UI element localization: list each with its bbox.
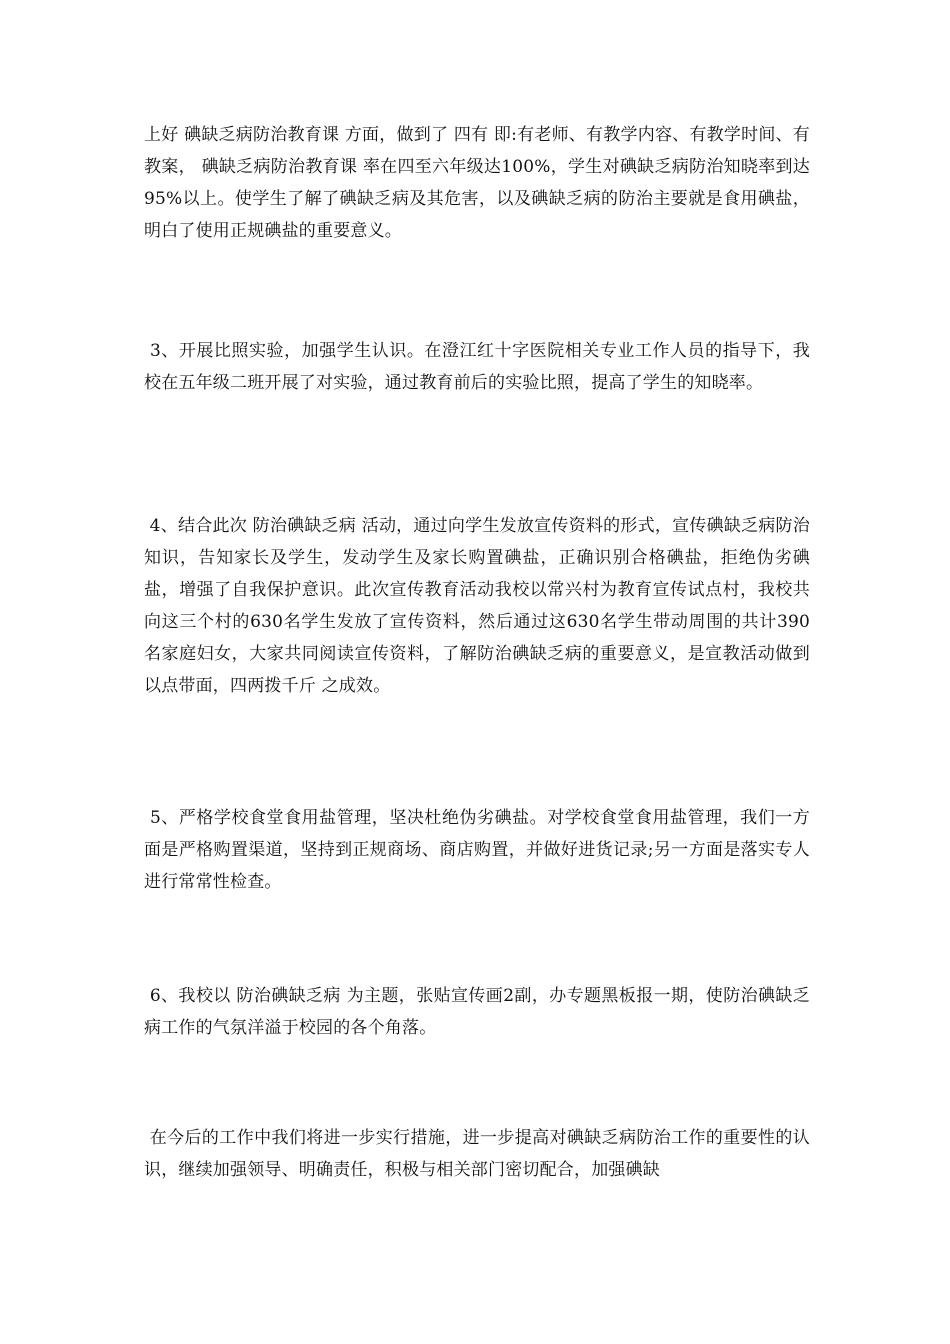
paragraph-iodine-education-class: 上好 碘缺乏病防治教育课 方面，做到了 四有 即:有老师、有教学内容、有教学时间、有教案， 碘缺乏病防治教育课 率在四至六年级达100%，学生对碘缺乏病防治知晓率到达95%以上。使学生了解了碘缺乏病及其危害，以及碘缺乏病的防治主要就是食用碘盐，明白了使用正规碘盐的重要意义。 <box>144 125 810 241</box>
paragraph-item-3-experiment: 3、开展比照实验，加强学生认识。在澄江红十字医院相关专业工作人员的指导下，我校在五年级二班开展了对实验，通过教育前后的实验比照，提高了学生的知晓率。 <box>144 341 810 393</box>
paragraph-future-work: 在今后的工作中我们将进一步实行措施，进一步提高对碘缺乏病防治工作的重要性的认识，继续加强领导、明确责任，积极与相关部门密切配合，加强碘缺 <box>144 1128 810 1180</box>
paragraph-item-6-posters: 6、我校以 防治碘缺乏病 为主题，张贴宣传画2副，办专题黑板报一期，使防治碘缺乏病工作的气氛洋溢于校园的各个角落。 <box>144 986 810 1038</box>
paragraph-item-4-campaign: 4、结合此次 防治碘缺乏病 活动，通过向学生发放宣传资料的形式，宣传碘缺乏病防治知识，告知家长及学生，发动学生及家长购置碘盐，正确识别合格碘盐，拒绝伪劣碘盐，增强了自我保护意识。此次宣传教育活动我校以常兴村为教育宣传试点村，我校共向这三个村的630名学生发放了宣传资料，然后通过这630名学生带动周围的共计390名家庭妇女，大家共同阅读宣传资料，了解防治碘缺乏病的重要意义，是宣教活动做到 以点带面，四两拨千斤 之成效。 <box>144 516 816 696</box>
paragraph-item-5-canteen-salt: 5、严格学校食堂食用盐管理，坚决杜绝伪劣碘盐。对学校食堂食用盐管理，我们一方面是严格购置渠道，坚持到正规商场、商店购置，并做好进货记录;另一方面是落实专人进行常常性检查。 <box>144 808 810 892</box>
